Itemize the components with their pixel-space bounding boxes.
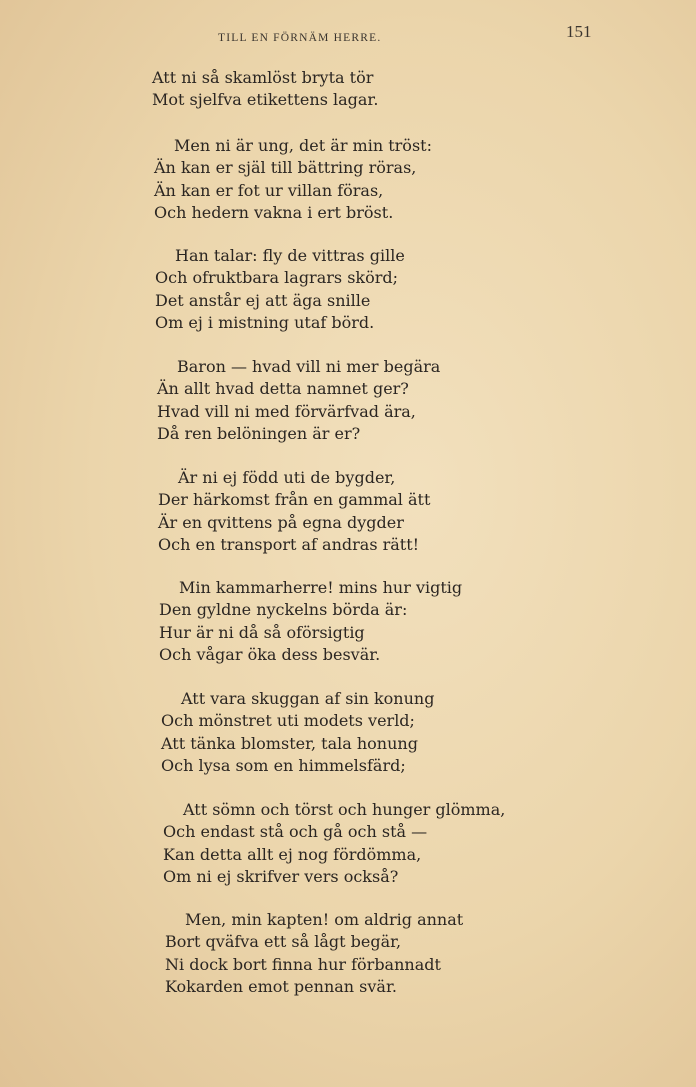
running-head: TILL EN FÖRNÄM HERRE. bbox=[218, 32, 382, 44]
verse-line: Och mönstret uti modets verld; bbox=[161, 711, 415, 731]
verse-line: Än kan er själ till bättring röras, bbox=[154, 158, 417, 178]
verse-line: Än kan er fot ur villan föras, bbox=[154, 180, 384, 200]
verse-line: Och hedern vakna i ert bröst. bbox=[154, 203, 394, 223]
verse-line: Och endast stå och gå och stå — bbox=[163, 822, 428, 842]
verse-line: Att sömn och törst och hunger glömma, bbox=[183, 800, 506, 819]
stanza-4 bbox=[157, 356, 440, 446]
verse-line: Den gyldne nyckelns börda är: bbox=[159, 600, 408, 620]
stanza-6 bbox=[159, 577, 462, 667]
verse-line: Än allt hvad detta namnet ger? bbox=[157, 379, 409, 399]
stanza-1 bbox=[152, 67, 378, 112]
verse-line: Då ren belöningen är er? bbox=[157, 424, 361, 444]
verse-line: Och en transport af andras rätt! bbox=[158, 535, 420, 555]
verse-line: Och lysa som en himmelsfärd; bbox=[161, 756, 406, 776]
stanza-5 bbox=[158, 467, 430, 557]
verse-line: Är ni ej född uti de bygder, bbox=[178, 468, 396, 487]
verse-line: Och ofruktbara lagrars skörd; bbox=[155, 268, 399, 288]
verse-line: Der härkomst från en gammal ätt bbox=[158, 490, 431, 510]
verse-line: Om ni ej skrifver vers också? bbox=[163, 867, 399, 887]
stanza-3 bbox=[155, 245, 405, 335]
verse-line: Hur är ni då så oförsigtig bbox=[159, 622, 365, 642]
page-number: 151 bbox=[566, 22, 592, 41]
verse-line: Han talar: fly de vittras gille bbox=[175, 246, 405, 265]
verse-line: Ni dock bort finna hur förbannadt bbox=[165, 954, 441, 974]
verse-line: Kan detta allt ej nog fördömma, bbox=[163, 844, 422, 864]
verse-line: Men ni är ung, det är min tröst: bbox=[174, 136, 432, 155]
verse-line: Baron — hvad vill ni mer begära bbox=[177, 357, 441, 376]
stanza-2 bbox=[154, 135, 432, 225]
verse-line: Men, min kapten! om aldrig annat bbox=[185, 910, 464, 929]
verse-line: Att vara skuggan af sin konung bbox=[181, 689, 435, 708]
verse-line: Bort qväfva ett så lågt begär, bbox=[165, 932, 402, 952]
verse-line: Mot sjelfva etikettens lagar. bbox=[152, 90, 379, 110]
verse-line: Om ej i mistning utaf börd. bbox=[155, 313, 375, 333]
verse-line: Hvad vill ni med förvärfvad ära, bbox=[157, 401, 416, 421]
verse-line: Att ni så skamlöst bryta tör bbox=[152, 68, 374, 87]
verse-line: Min kammarherre! mins hur vigtig bbox=[179, 578, 463, 597]
verse-line: Att tänka blomster, tala honung bbox=[161, 733, 418, 753]
stanza-7 bbox=[161, 688, 434, 778]
stanza-9 bbox=[165, 909, 463, 999]
verse-line: Är en qvittens på egna dygder bbox=[158, 512, 404, 532]
verse-line: Kokarden emot pennan svär. bbox=[165, 977, 397, 997]
verse-line: Och vågar öka dess besvär. bbox=[159, 645, 381, 665]
stanza-8 bbox=[163, 799, 505, 889]
verse-line: Det anstår ej att äga snille bbox=[155, 290, 371, 310]
